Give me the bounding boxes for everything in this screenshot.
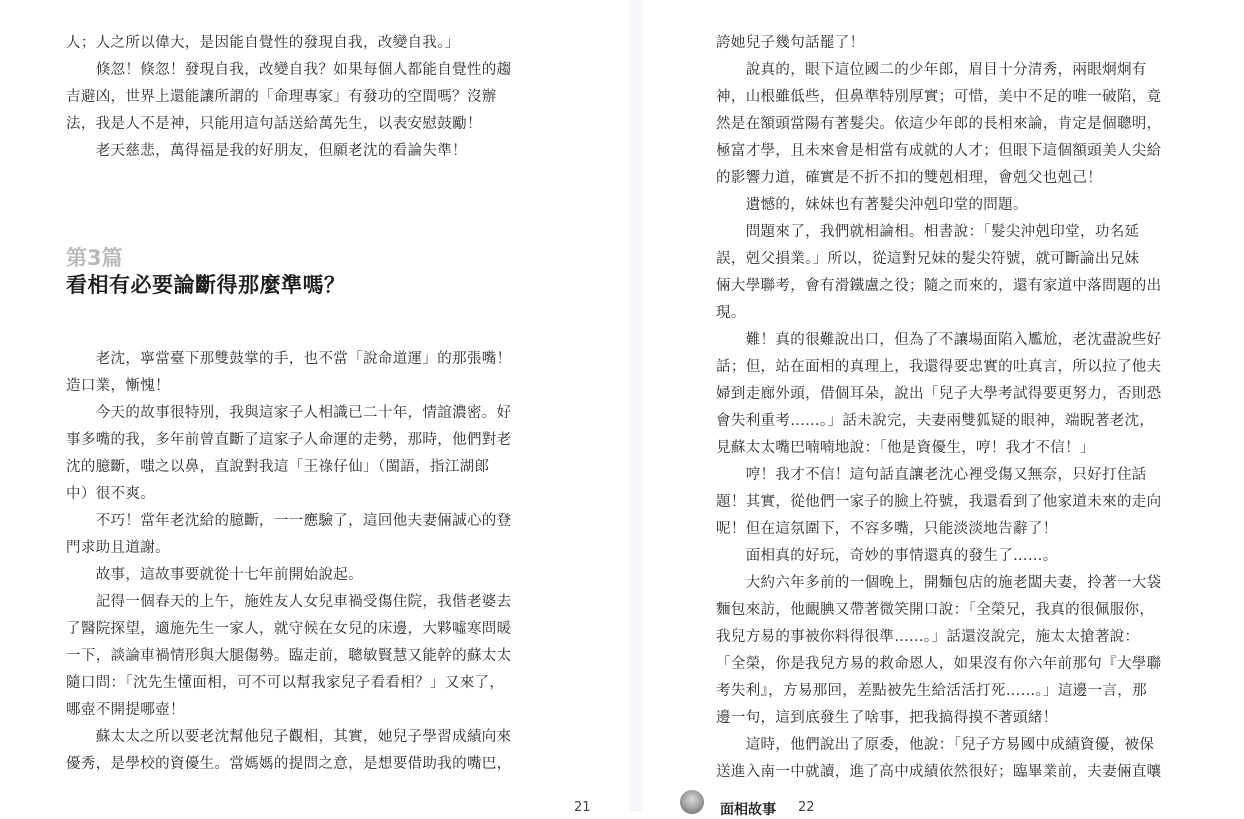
text-line: 呢！但在這氛圍下，不容多嘴，只能淡淡地告辭了！	[716, 521, 1058, 537]
text-line: 一下，談論車禍情形與大腿傷勢。臨走前，聰敏賢慧又能幹的蘇太太	[66, 648, 512, 664]
text-line: 我兒方易的事被你料得很準……。」話還沒說完，施太太搶著說：	[716, 629, 1140, 645]
page-number: 21	[574, 800, 591, 815]
text-line: 遺憾的，妹妹也有著髮尖沖剋印堂的問題。	[716, 197, 1028, 213]
text-line: 哪壺不開提哪壺！	[66, 702, 185, 718]
text-line: 說真的，眼下這位國二的少年郎，眉目十分清秀，兩眼炯炯有	[716, 62, 1147, 78]
text-line: 邊一句，這到底發生了啥事，把我搞得摸不著頭緒！	[716, 710, 1058, 726]
running-footer-title: 面相故事	[720, 802, 776, 818]
text-line: 法，我是人不是神，只能用這句話送給萬先生，以表安慰鼓勵！	[66, 116, 482, 132]
text-line: 「全榮，你是我兒方易的救命恩人，如果沒有你六年前那句『大學聯	[716, 656, 1162, 672]
text-line: 門求助且道謝。	[66, 540, 170, 556]
page-number: 22	[798, 800, 815, 815]
text-line: 見蘇太太嘴巴喃喃地說：「他是資優生，哼！我才不信！」	[716, 440, 1095, 456]
text-line: 造口業，慚愧！	[66, 378, 170, 394]
text-line: 中）很不爽。	[66, 486, 156, 502]
right-page-body-text	[716, 30, 1208, 786]
text-line: 現。	[716, 305, 746, 321]
text-line: 考失利』，方易那回，差點被先生給活活打死……。」這邊一言，那	[716, 683, 1147, 699]
text-line: 麵包來訪，他靦腆又帶著微笑開口說：「全榮兄，我真的很佩服你，	[716, 602, 1155, 618]
text-line: 題！其實，從他們一家子的臉上符號，我還看到了他家道未來的走向	[716, 494, 1162, 510]
text-line: 送進入南一中就讀，進了高中成績依然很好；臨畢業前，夫妻倆直嚷	[716, 764, 1162, 780]
text-line: 隨口問：「沈先生懂面相，可不可以幫我家兒子看看相？」又來了，	[66, 675, 505, 691]
left-page-body-text	[66, 346, 558, 778]
text-line: 這時，他們說出了原委，他說：「兒子方易國中成績資優，被保	[716, 737, 1155, 753]
text-line: 話；但，站在面相的真理上，我還得要忠實的吐真言，所以拉了他夫	[716, 359, 1162, 375]
text-line: 優秀，是學校的資優生。當媽媽的提問之意，是想要借助我的嘴巴，	[66, 756, 512, 772]
right-page	[642, 0, 1244, 818]
text-line: 倏忽！倏忽！發現自我，改變自我？如果每個人都能自覺性的趨	[66, 62, 512, 78]
page-gutter	[630, 0, 642, 812]
text-line: 人；人之所以偉大，是因能自覺性的發現自我，改變自我。」	[66, 35, 460, 51]
text-line: 故事，這故事要就從十七年前開始說起。	[66, 567, 363, 583]
text-line: 神，山根雖低些，但鼻準特別厚實；可惜，美中不足的唯一破陷，竟	[716, 89, 1162, 105]
text-line: 誇她兒子幾句話罷了！	[716, 35, 865, 51]
text-line: 然是在額頭當陽有著髮尖。依這少年郎的長相來論，肯定是個聰明，	[716, 116, 1162, 132]
text-line: 誤，剋父損業。」所以，從這對兄妹的髮尖符號，就可斷論出兄妹	[716, 251, 1140, 267]
text-line: 了醫院探望，適施先生一家人，就守候在女兒的床邊，大夥噓寒問暖	[66, 621, 512, 637]
text-line: 今天的故事很特別，我與這家子人相識已二十年，情誼濃密。好	[66, 405, 512, 421]
text-line: 哼！我才不信！這句話直讓老沈心裡受傷又無奈，只好打住話	[716, 467, 1147, 483]
text-line: 的影響力道，確實是不折不扣的雙剋相理，會剋父也剋己！	[716, 170, 1103, 186]
text-line: 倆大學聯考，會有滑鐵盧之役；隨之而來的，還有家道中落問題的出	[716, 278, 1162, 294]
text-line: 極富才學，且未來會是相當有成就的人才；但眼下這個額頭美人尖給	[716, 143, 1162, 159]
text-line: 難！真的很難說出口，但為了不讓場面陷入尷尬，老沈盡說些好	[716, 332, 1162, 348]
text-line: 吉避凶，世界上還能讓所謂的「命理專家」有發功的空間嗎？沒辦	[66, 89, 497, 105]
text-line: 面相真的好玩，奇妙的事情還真的發生了……。	[716, 548, 1058, 564]
text-line: 問題來了，我們就相論相。相書說：「髮尖沖剋印堂，功名延	[716, 224, 1140, 240]
left-page-top-text	[66, 30, 558, 165]
text-line: 大約六年多前的一個晚上，開麵包店的施老闆夫妻，拎著一大袋	[716, 575, 1162, 591]
text-line: 老沈，寧當臺下那雙鼓掌的手，也不當「說命道運」的那張嘴！	[66, 351, 512, 367]
text-line: 老天慈悲，萬得福是我的好朋友，但願老沈的看論失準！	[66, 143, 467, 159]
text-line: 記得一個春天的上午，施姓友人女兒車禍受傷住院，我偕老婆去	[66, 594, 512, 610]
chapter-title: 看相有必要論斷得那麼準嗎？	[66, 273, 346, 297]
chapter-label: 第3篇	[66, 246, 123, 270]
text-line: 蘇太太之所以要老沈幫他兒子觀相，其實，她兒子學習成績向來	[66, 729, 512, 745]
text-line: 不巧！當年老沈給的臆斷，一一應驗了，這回他夫妻倆誠心的登	[66, 513, 512, 529]
text-line: 沈的臆斷，嗤之以鼻，直說對我這「王祿仔仙」（閩語，指江湖郎	[66, 459, 490, 475]
author-portrait-icon	[680, 790, 704, 814]
text-line: 事多嘴的我，多年前曾直斷了這家子人命運的走勢，那時，他們對老	[66, 432, 512, 448]
text-line: 會失利重考……。」話未說完，夫妻兩雙狐疑的眼神，端睨著老沈，	[716, 413, 1155, 429]
text-line: 婦到走廊外頭，借個耳朵，說出「兒子大學考試得要更努力，否則恐	[716, 386, 1162, 402]
